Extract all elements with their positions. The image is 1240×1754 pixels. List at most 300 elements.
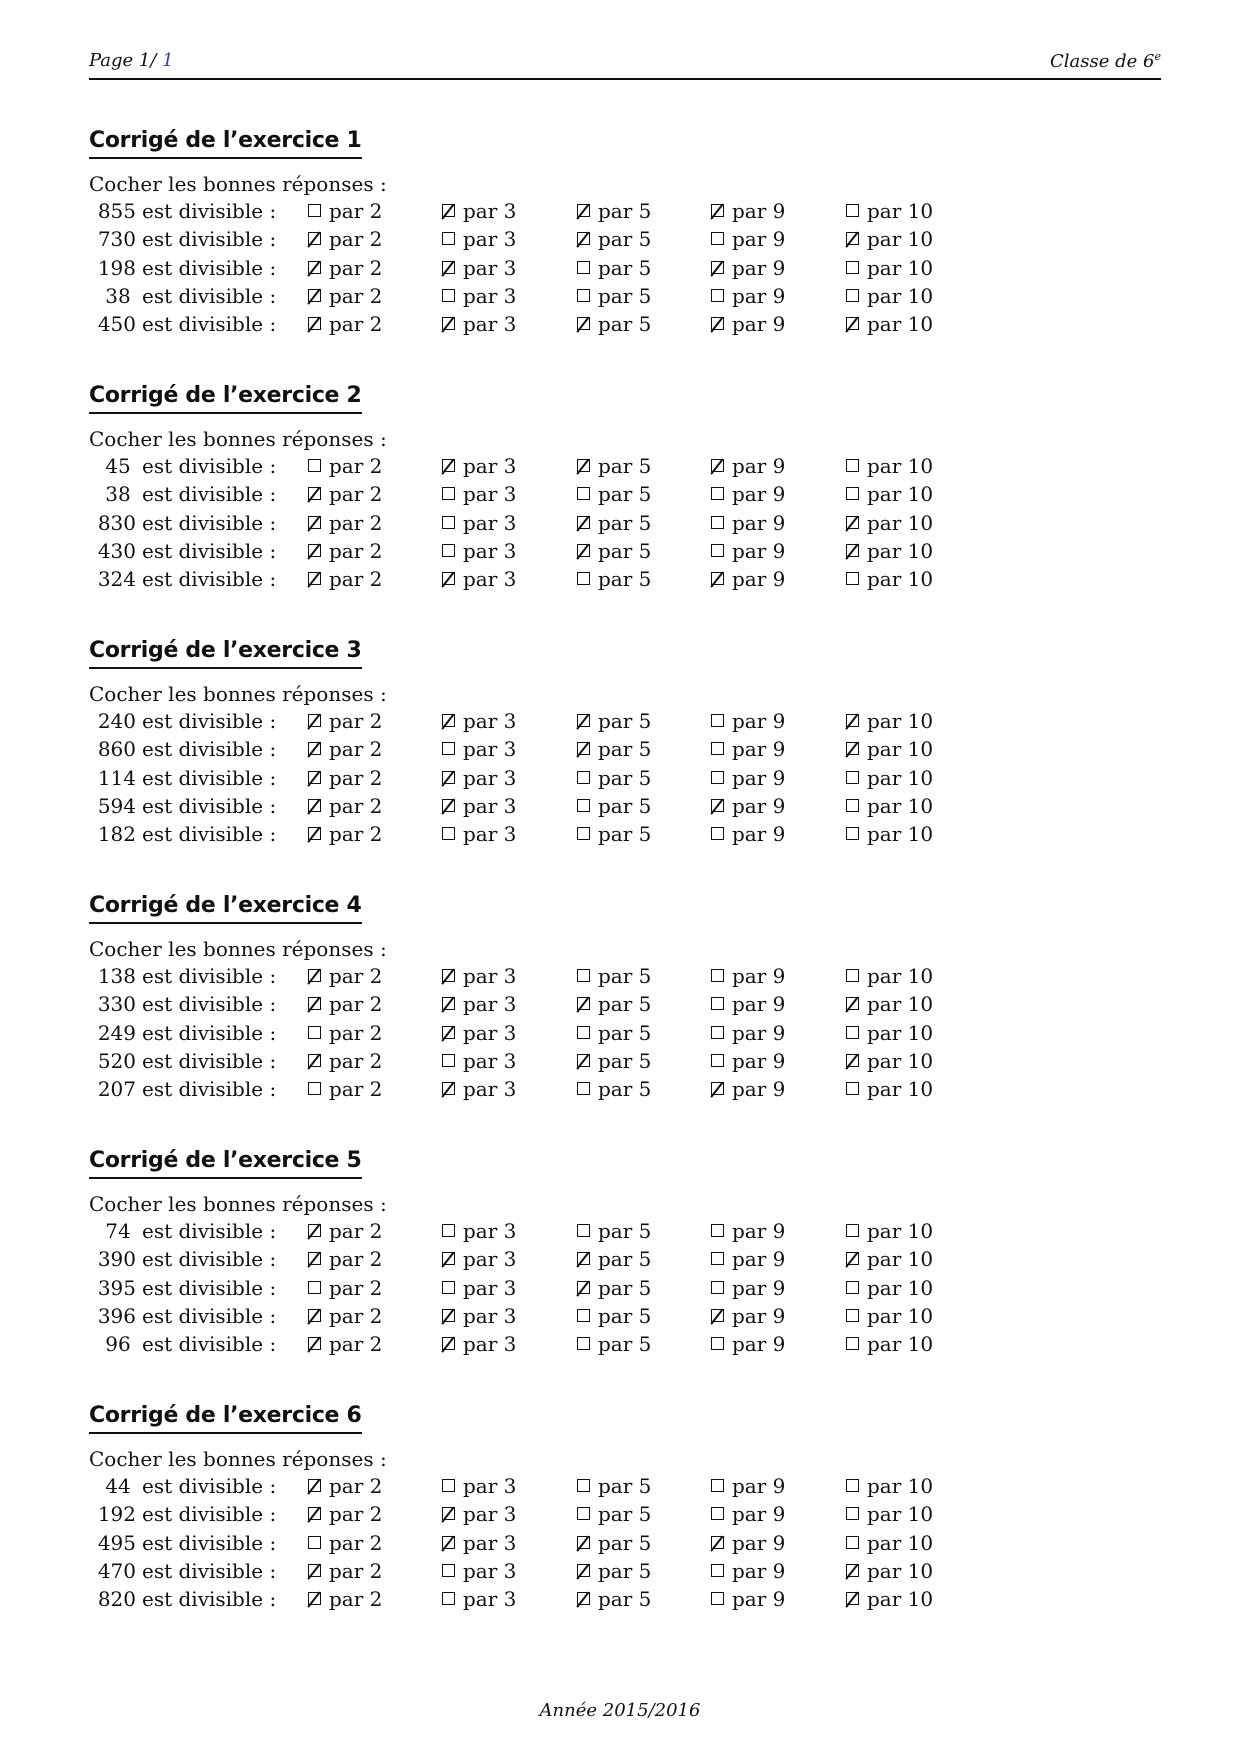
divisor-option[interactable] <box>308 480 382 508</box>
checked-box-icon[interactable] <box>308 544 321 557</box>
empty-box-icon[interactable] <box>711 232 724 245</box>
divisor-option[interactable] <box>442 962 516 990</box>
divisor-option[interactable] <box>577 962 651 990</box>
empty-box-icon[interactable] <box>846 1309 859 1322</box>
divisor-option[interactable] <box>577 707 651 735</box>
empty-box-icon[interactable] <box>846 572 859 585</box>
checked-box-icon[interactable] <box>308 997 321 1010</box>
checked-box-icon[interactable] <box>846 714 859 727</box>
divisor-option[interactable] <box>711 480 785 508</box>
divisor-option[interactable] <box>308 1529 382 1557</box>
empty-box-icon[interactable] <box>711 487 724 500</box>
empty-box-icon[interactable] <box>711 1224 724 1237</box>
divisor-option[interactable] <box>711 254 785 282</box>
checked-box-icon[interactable] <box>308 516 321 529</box>
divisor-option[interactable] <box>442 1075 516 1103</box>
divisor-option[interactable] <box>577 480 651 508</box>
divisor-option[interactable] <box>308 707 382 735</box>
empty-box-icon[interactable] <box>711 1252 724 1265</box>
empty-box-icon[interactable] <box>577 771 590 784</box>
empty-box-icon[interactable] <box>577 261 590 274</box>
empty-box-icon[interactable] <box>711 742 724 755</box>
divisor-option[interactable] <box>711 1557 785 1585</box>
empty-box-icon[interactable] <box>308 204 321 217</box>
empty-box-icon[interactable] <box>577 289 590 302</box>
divisor-option[interactable] <box>308 1245 382 1273</box>
divisor-option[interactable] <box>577 254 651 282</box>
divisor-option[interactable] <box>577 792 651 820</box>
divisor-option[interactable] <box>308 310 382 338</box>
divisor-option[interactable] <box>711 820 785 848</box>
checked-box-icon[interactable] <box>846 1564 859 1577</box>
checked-box-icon[interactable] <box>577 317 590 330</box>
empty-box-icon[interactable] <box>711 714 724 727</box>
empty-box-icon[interactable] <box>442 1592 455 1605</box>
checked-box-icon[interactable] <box>442 459 455 472</box>
checked-box-icon[interactable] <box>577 1252 590 1265</box>
divisor-option[interactable] <box>846 1245 933 1273</box>
checked-box-icon[interactable] <box>846 544 859 557</box>
divisor-option[interactable] <box>442 1529 516 1557</box>
divisor-option[interactable] <box>577 1274 651 1302</box>
checked-box-icon[interactable] <box>308 714 321 727</box>
checked-box-icon[interactable] <box>442 771 455 784</box>
divisor-option[interactable] <box>846 990 933 1018</box>
divisor-option[interactable] <box>442 282 516 310</box>
divisor-option[interactable] <box>711 962 785 990</box>
divisor-option[interactable] <box>577 1245 651 1273</box>
divisor-option[interactable] <box>442 1245 516 1273</box>
empty-box-icon[interactable] <box>442 1281 455 1294</box>
divisor-option[interactable] <box>442 197 516 225</box>
checked-box-icon[interactable] <box>577 544 590 557</box>
divisor-option[interactable] <box>711 1500 785 1528</box>
divisor-option[interactable] <box>442 1047 516 1075</box>
divisor-option[interactable] <box>308 225 382 253</box>
divisor-option[interactable] <box>846 225 933 253</box>
checked-box-icon[interactable] <box>308 1479 321 1492</box>
empty-box-icon[interactable] <box>308 1536 321 1549</box>
divisor-option[interactable] <box>577 225 651 253</box>
divisor-option[interactable] <box>308 1075 382 1103</box>
checked-box-icon[interactable] <box>308 1054 321 1067</box>
checked-box-icon[interactable] <box>846 997 859 1010</box>
checked-box-icon[interactable] <box>308 771 321 784</box>
divisor-option[interactable] <box>711 282 785 310</box>
checked-box-icon[interactable] <box>442 1536 455 1549</box>
divisor-option[interactable] <box>577 1472 651 1500</box>
checked-box-icon[interactable] <box>577 742 590 755</box>
empty-box-icon[interactable] <box>711 969 724 982</box>
divisor-option[interactable] <box>442 1472 516 1500</box>
divisor-option[interactable] <box>711 537 785 565</box>
divisor-option[interactable] <box>846 1472 933 1500</box>
empty-box-icon[interactable] <box>577 1082 590 1095</box>
divisor-option[interactable] <box>711 735 785 763</box>
checked-box-icon[interactable] <box>577 1281 590 1294</box>
checked-box-icon[interactable] <box>308 572 321 585</box>
empty-box-icon[interactable] <box>308 1082 321 1095</box>
divisor-option[interactable] <box>308 254 382 282</box>
divisor-option[interactable] <box>442 509 516 537</box>
checked-box-icon[interactable] <box>711 459 724 472</box>
divisor-option[interactable] <box>308 565 382 593</box>
empty-box-icon[interactable] <box>442 544 455 557</box>
checked-box-icon[interactable] <box>846 317 859 330</box>
checked-box-icon[interactable] <box>442 317 455 330</box>
checked-box-icon[interactable] <box>846 742 859 755</box>
divisor-option[interactable] <box>711 452 785 480</box>
divisor-option[interactable] <box>442 1557 516 1585</box>
empty-box-icon[interactable] <box>308 459 321 472</box>
divisor-option[interactable] <box>711 225 785 253</box>
checked-box-icon[interactable] <box>846 232 859 245</box>
divisor-option[interactable] <box>846 1075 933 1103</box>
divisor-option[interactable] <box>711 1047 785 1075</box>
checked-box-icon[interactable] <box>308 1564 321 1577</box>
divisor-option[interactable] <box>846 820 933 848</box>
empty-box-icon[interactable] <box>442 1479 455 1492</box>
checked-box-icon[interactable] <box>308 1507 321 1520</box>
divisor-option[interactable] <box>846 1500 933 1528</box>
checked-box-icon[interactable] <box>711 1536 724 1549</box>
checked-box-icon[interactable] <box>846 1054 859 1067</box>
checked-box-icon[interactable] <box>577 204 590 217</box>
checked-box-icon[interactable] <box>442 1309 455 1322</box>
divisor-option[interactable] <box>846 1019 933 1047</box>
divisor-option[interactable] <box>442 225 516 253</box>
checked-box-icon[interactable] <box>442 1252 455 1265</box>
divisor-option[interactable] <box>442 792 516 820</box>
checked-box-icon[interactable] <box>442 1082 455 1095</box>
divisor-option[interactable] <box>308 1302 382 1330</box>
checked-box-icon[interactable] <box>711 261 724 274</box>
divisor-option[interactable] <box>846 735 933 763</box>
empty-box-icon[interactable] <box>577 1507 590 1520</box>
empty-box-icon[interactable] <box>308 1281 321 1294</box>
empty-box-icon[interactable] <box>846 204 859 217</box>
divisor-option[interactable] <box>577 1330 651 1358</box>
divisor-option[interactable] <box>442 735 516 763</box>
empty-box-icon[interactable] <box>577 1026 590 1039</box>
empty-box-icon[interactable] <box>442 1224 455 1237</box>
empty-box-icon[interactable] <box>577 572 590 585</box>
empty-box-icon[interactable] <box>846 799 859 812</box>
divisor-option[interactable] <box>308 735 382 763</box>
divisor-option[interactable] <box>711 310 785 338</box>
divisor-option[interactable] <box>442 1500 516 1528</box>
divisor-option[interactable] <box>846 509 933 537</box>
divisor-option[interactable] <box>442 452 516 480</box>
empty-box-icon[interactable] <box>846 487 859 500</box>
divisor-option[interactable] <box>846 565 933 593</box>
divisor-option[interactable] <box>711 1585 785 1613</box>
divisor-option[interactable] <box>846 282 933 310</box>
checked-box-icon[interactable] <box>308 799 321 812</box>
divisor-option[interactable] <box>308 1330 382 1358</box>
divisor-option[interactable] <box>711 1529 785 1557</box>
divisor-option[interactable] <box>442 990 516 1018</box>
empty-box-icon[interactable] <box>711 997 724 1010</box>
divisor-option[interactable] <box>308 962 382 990</box>
divisor-option[interactable] <box>308 282 382 310</box>
divisor-option[interactable] <box>577 820 651 848</box>
divisor-option[interactable] <box>308 1274 382 1302</box>
divisor-option[interactable] <box>711 509 785 537</box>
divisor-option[interactable] <box>442 310 516 338</box>
divisor-option[interactable] <box>577 1217 651 1245</box>
checked-box-icon[interactable] <box>711 204 724 217</box>
divisor-option[interactable] <box>846 1047 933 1075</box>
empty-box-icon[interactable] <box>442 232 455 245</box>
divisor-option[interactable] <box>577 1019 651 1047</box>
divisor-option[interactable] <box>308 764 382 792</box>
divisor-option[interactable] <box>711 707 785 735</box>
empty-box-icon[interactable] <box>846 827 859 840</box>
empty-box-icon[interactable] <box>442 742 455 755</box>
empty-box-icon[interactable] <box>846 771 859 784</box>
checked-box-icon[interactable] <box>442 714 455 727</box>
checked-box-icon[interactable] <box>577 1592 590 1605</box>
checked-box-icon[interactable] <box>577 232 590 245</box>
empty-box-icon[interactable] <box>577 1224 590 1237</box>
divisor-option[interactable] <box>308 1472 382 1500</box>
checked-box-icon[interactable] <box>308 289 321 302</box>
checked-box-icon[interactable] <box>711 572 724 585</box>
checked-box-icon[interactable] <box>711 317 724 330</box>
checked-box-icon[interactable] <box>308 827 321 840</box>
divisor-option[interactable] <box>577 1075 651 1103</box>
empty-box-icon[interactable] <box>577 799 590 812</box>
divisor-option[interactable] <box>308 1585 382 1613</box>
empty-box-icon[interactable] <box>711 1564 724 1577</box>
divisor-option[interactable] <box>577 990 651 1018</box>
empty-box-icon[interactable] <box>577 1479 590 1492</box>
empty-box-icon[interactable] <box>846 261 859 274</box>
divisor-option[interactable] <box>308 1217 382 1245</box>
divisor-option[interactable] <box>308 537 382 565</box>
divisor-option[interactable] <box>711 1302 785 1330</box>
divisor-option[interactable] <box>846 1330 933 1358</box>
divisor-option[interactable] <box>711 1245 785 1273</box>
empty-box-icon[interactable] <box>711 1479 724 1492</box>
empty-box-icon[interactable] <box>846 1479 859 1492</box>
divisor-option[interactable] <box>846 1529 933 1557</box>
checked-box-icon[interactable] <box>308 1224 321 1237</box>
empty-box-icon[interactable] <box>846 1026 859 1039</box>
checked-box-icon[interactable] <box>442 1026 455 1039</box>
divisor-option[interactable] <box>711 990 785 1018</box>
checked-box-icon[interactable] <box>308 1252 321 1265</box>
checked-box-icon[interactable] <box>442 261 455 274</box>
divisor-option[interactable] <box>577 1302 651 1330</box>
divisor-option[interactable] <box>577 310 651 338</box>
checked-box-icon[interactable] <box>442 969 455 982</box>
divisor-option[interactable] <box>308 1557 382 1585</box>
checked-box-icon[interactable] <box>577 459 590 472</box>
checked-box-icon[interactable] <box>308 742 321 755</box>
empty-box-icon[interactable] <box>577 827 590 840</box>
empty-box-icon[interactable] <box>846 289 859 302</box>
divisor-option[interactable] <box>442 565 516 593</box>
divisor-option[interactable] <box>577 1529 651 1557</box>
checked-box-icon[interactable] <box>846 516 859 529</box>
divisor-option[interactable] <box>846 764 933 792</box>
checked-box-icon[interactable] <box>577 997 590 1010</box>
empty-box-icon[interactable] <box>846 1281 859 1294</box>
divisor-option[interactable] <box>846 1557 933 1585</box>
empty-box-icon[interactable] <box>442 516 455 529</box>
empty-box-icon[interactable] <box>711 1026 724 1039</box>
checked-box-icon[interactable] <box>308 232 321 245</box>
divisor-option[interactable] <box>711 1274 785 1302</box>
divisor-option[interactable] <box>577 1047 651 1075</box>
empty-box-icon[interactable] <box>846 969 859 982</box>
divisor-option[interactable] <box>308 792 382 820</box>
divisor-option[interactable] <box>711 1019 785 1047</box>
empty-box-icon[interactable] <box>442 827 455 840</box>
empty-box-icon[interactable] <box>711 289 724 302</box>
divisor-option[interactable] <box>846 962 933 990</box>
empty-box-icon[interactable] <box>846 1082 859 1095</box>
empty-box-icon[interactable] <box>711 1592 724 1605</box>
divisor-option[interactable] <box>442 1217 516 1245</box>
divisor-option[interactable] <box>577 537 651 565</box>
empty-box-icon[interactable] <box>442 289 455 302</box>
divisor-option[interactable] <box>442 537 516 565</box>
checked-box-icon[interactable] <box>308 487 321 500</box>
checked-box-icon[interactable] <box>577 1536 590 1549</box>
checked-box-icon[interactable] <box>308 261 321 274</box>
empty-box-icon[interactable] <box>442 1054 455 1067</box>
divisor-option[interactable] <box>711 764 785 792</box>
page-total-link[interactable]: 1 <box>162 50 174 71</box>
divisor-option[interactable] <box>846 310 933 338</box>
empty-box-icon[interactable] <box>711 1507 724 1520</box>
empty-box-icon[interactable] <box>846 1536 859 1549</box>
checked-box-icon[interactable] <box>442 799 455 812</box>
divisor-option[interactable] <box>308 1500 382 1528</box>
divisor-option[interactable] <box>846 452 933 480</box>
empty-box-icon[interactable] <box>577 1309 590 1322</box>
empty-box-icon[interactable] <box>711 771 724 784</box>
divisor-option[interactable] <box>577 735 651 763</box>
divisor-option[interactable] <box>442 820 516 848</box>
empty-box-icon[interactable] <box>308 1026 321 1039</box>
divisor-option[interactable] <box>711 1217 785 1245</box>
checked-box-icon[interactable] <box>711 1309 724 1322</box>
divisor-option[interactable] <box>442 1585 516 1613</box>
divisor-option[interactable] <box>308 1047 382 1075</box>
divisor-option[interactable] <box>711 197 785 225</box>
divisor-option[interactable] <box>577 1557 651 1585</box>
checked-box-icon[interactable] <box>846 1592 859 1605</box>
divisor-option[interactable] <box>577 764 651 792</box>
divisor-option[interactable] <box>442 1330 516 1358</box>
checked-box-icon[interactable] <box>308 1309 321 1322</box>
checked-box-icon[interactable] <box>442 997 455 1010</box>
divisor-option[interactable] <box>577 565 651 593</box>
checked-box-icon[interactable] <box>577 714 590 727</box>
checked-box-icon[interactable] <box>308 1592 321 1605</box>
checked-box-icon[interactable] <box>308 1337 321 1350</box>
divisor-option[interactable] <box>308 820 382 848</box>
empty-box-icon[interactable] <box>846 1224 859 1237</box>
divisor-option[interactable] <box>846 1274 933 1302</box>
empty-box-icon[interactable] <box>846 459 859 472</box>
divisor-option[interactable] <box>846 707 933 735</box>
empty-box-icon[interactable] <box>577 969 590 982</box>
empty-box-icon[interactable] <box>711 516 724 529</box>
checked-box-icon[interactable] <box>308 317 321 330</box>
checked-box-icon[interactable] <box>308 969 321 982</box>
divisor-option[interactable] <box>711 1075 785 1103</box>
divisor-option[interactable] <box>846 537 933 565</box>
checked-box-icon[interactable] <box>577 516 590 529</box>
checked-box-icon[interactable] <box>442 204 455 217</box>
divisor-option[interactable] <box>846 1585 933 1613</box>
divisor-option[interactable] <box>577 509 651 537</box>
checked-box-icon[interactable] <box>711 799 724 812</box>
divisor-option[interactable] <box>846 1302 933 1330</box>
divisor-option[interactable] <box>711 565 785 593</box>
divisor-option[interactable] <box>711 1472 785 1500</box>
empty-box-icon[interactable] <box>711 544 724 557</box>
checked-box-icon[interactable] <box>577 1564 590 1577</box>
empty-box-icon[interactable] <box>577 487 590 500</box>
divisor-option[interactable] <box>442 480 516 508</box>
divisor-option[interactable] <box>711 1330 785 1358</box>
empty-box-icon[interactable] <box>577 1337 590 1350</box>
checked-box-icon[interactable] <box>577 1054 590 1067</box>
checked-box-icon[interactable] <box>442 572 455 585</box>
checked-box-icon[interactable] <box>711 1082 724 1095</box>
empty-box-icon[interactable] <box>711 1281 724 1294</box>
divisor-option[interactable] <box>442 764 516 792</box>
divisor-option[interactable] <box>442 1302 516 1330</box>
divisor-option[interactable] <box>577 282 651 310</box>
empty-box-icon[interactable] <box>711 827 724 840</box>
divisor-option[interactable] <box>846 792 933 820</box>
divisor-option[interactable] <box>442 254 516 282</box>
divisor-option[interactable] <box>308 990 382 1018</box>
divisor-option[interactable] <box>577 197 651 225</box>
empty-box-icon[interactable] <box>846 1337 859 1350</box>
divisor-option[interactable] <box>846 480 933 508</box>
divisor-option[interactable] <box>442 1019 516 1047</box>
divisor-option[interactable] <box>846 254 933 282</box>
divisor-option[interactable] <box>711 792 785 820</box>
divisor-option[interactable] <box>846 1217 933 1245</box>
checked-box-icon[interactable] <box>442 1507 455 1520</box>
divisor-option[interactable] <box>308 197 382 225</box>
checked-box-icon[interactable] <box>846 1252 859 1265</box>
divisor-option[interactable] <box>308 509 382 537</box>
empty-box-icon[interactable] <box>442 487 455 500</box>
empty-box-icon[interactable] <box>846 1507 859 1520</box>
divisor-option[interactable] <box>577 452 651 480</box>
divisor-option[interactable] <box>442 1274 516 1302</box>
empty-box-icon[interactable] <box>711 1054 724 1067</box>
divisor-option[interactable] <box>308 1019 382 1047</box>
divisor-option[interactable] <box>308 452 382 480</box>
empty-box-icon[interactable] <box>711 1337 724 1350</box>
empty-box-icon[interactable] <box>442 1564 455 1577</box>
divisor-option[interactable] <box>442 707 516 735</box>
divisor-option[interactable] <box>577 1585 651 1613</box>
checked-box-icon[interactable] <box>442 1337 455 1350</box>
divisor-option[interactable] <box>846 197 933 225</box>
